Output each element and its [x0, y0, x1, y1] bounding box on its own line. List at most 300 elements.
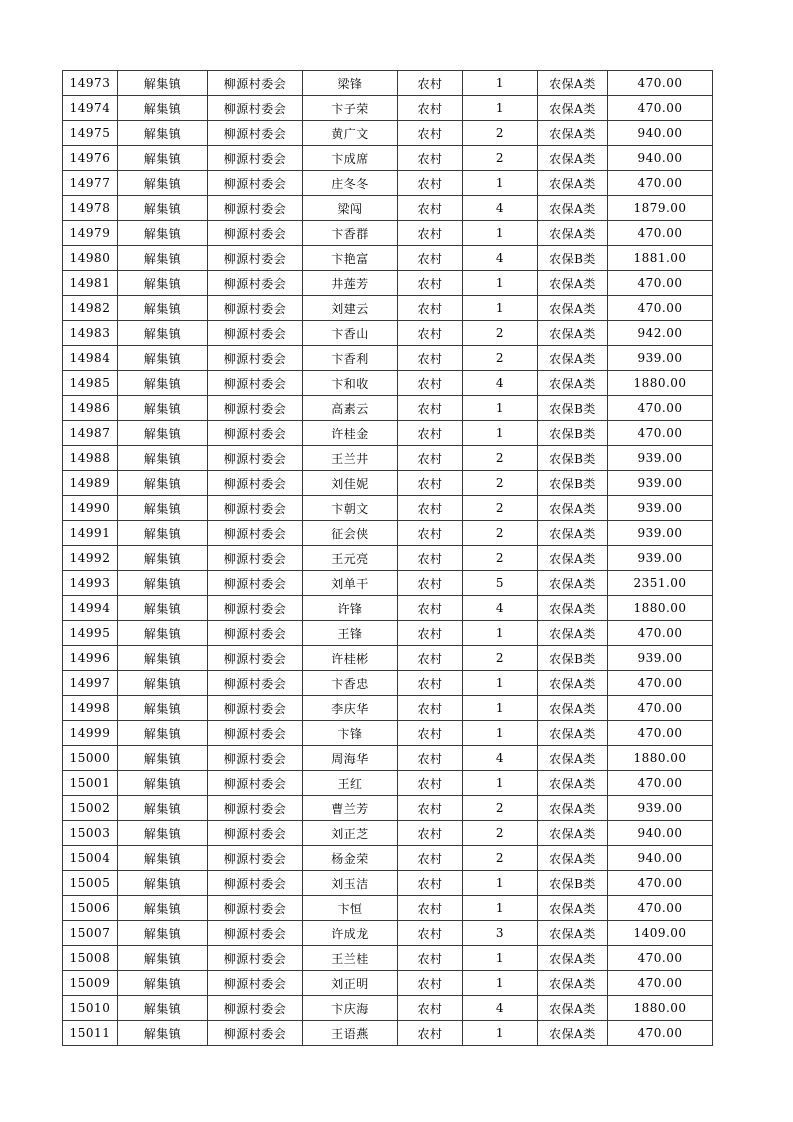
cell-town: 解集镇 [118, 996, 208, 1021]
cell-amount: 470.00 [608, 271, 713, 296]
cell-serial-number: 14983 [63, 321, 118, 346]
table-row [63, 721, 713, 746]
table-row [63, 771, 713, 796]
cell-person-name: 周海华 [303, 746, 398, 771]
cell-town: 解集镇 [118, 221, 208, 246]
table-row [63, 596, 713, 621]
table-row [63, 296, 713, 321]
cell-village-committee: 柳源村委会 [208, 696, 303, 721]
cell-village-committee: 柳源村委会 [208, 446, 303, 471]
cell-person-name: 高素云 [303, 396, 398, 421]
cell-insurance-category: 农保A类 [538, 196, 608, 221]
cell-amount: 470.00 [608, 421, 713, 446]
cell-town: 解集镇 [118, 946, 208, 971]
cell-amount: 1880.00 [608, 996, 713, 1021]
cell-residence-type: 农村 [398, 371, 463, 396]
benefits-table [62, 70, 713, 1046]
cell-person-count: 1 [463, 946, 538, 971]
cell-village-committee: 柳源村委会 [208, 421, 303, 446]
cell-residence-type: 农村 [398, 921, 463, 946]
cell-town: 解集镇 [118, 746, 208, 771]
cell-village-committee: 柳源村委会 [208, 596, 303, 621]
table-row [63, 846, 713, 871]
cell-serial-number: 14999 [63, 721, 118, 746]
cell-insurance-category: 农保A类 [538, 721, 608, 746]
cell-town: 解集镇 [118, 521, 208, 546]
cell-town: 解集镇 [118, 621, 208, 646]
cell-insurance-category: 农保A类 [538, 621, 608, 646]
cell-residence-type: 农村 [398, 546, 463, 571]
cell-serial-number: 14973 [63, 71, 118, 96]
cell-insurance-category: 农保B类 [538, 471, 608, 496]
cell-village-committee: 柳源村委会 [208, 496, 303, 521]
table-row [63, 396, 713, 421]
cell-person-name: 卞香忠 [303, 671, 398, 696]
cell-town: 解集镇 [118, 1021, 208, 1046]
cell-person-count: 1 [463, 1021, 538, 1046]
cell-village-committee: 柳源村委会 [208, 896, 303, 921]
cell-serial-number: 14994 [63, 596, 118, 621]
cell-amount: 470.00 [608, 771, 713, 796]
cell-residence-type: 农村 [398, 71, 463, 96]
cell-person-count: 2 [463, 121, 538, 146]
cell-amount: 470.00 [608, 221, 713, 246]
table-row [63, 896, 713, 921]
cell-person-count: 2 [463, 146, 538, 171]
cell-residence-type: 农村 [398, 871, 463, 896]
cell-person-count: 4 [463, 371, 538, 396]
table-row [63, 71, 713, 96]
table-row [63, 171, 713, 196]
cell-residence-type: 农村 [398, 671, 463, 696]
cell-town: 解集镇 [118, 96, 208, 121]
cell-amount: 470.00 [608, 396, 713, 421]
cell-insurance-category: 农保A类 [538, 321, 608, 346]
cell-insurance-category: 农保A类 [538, 671, 608, 696]
cell-person-name: 卞子荣 [303, 96, 398, 121]
cell-insurance-category: 农保B类 [538, 421, 608, 446]
cell-residence-type: 农村 [398, 471, 463, 496]
cell-village-committee: 柳源村委会 [208, 71, 303, 96]
cell-village-committee: 柳源村委会 [208, 546, 303, 571]
table-row [63, 221, 713, 246]
cell-town: 解集镇 [118, 721, 208, 746]
cell-insurance-category: 农保A类 [538, 96, 608, 121]
cell-person-count: 4 [463, 246, 538, 271]
cell-residence-type: 农村 [398, 121, 463, 146]
table-row [63, 796, 713, 821]
cell-amount: 470.00 [608, 871, 713, 896]
cell-village-committee: 柳源村委会 [208, 196, 303, 221]
cell-town: 解集镇 [118, 696, 208, 721]
cell-village-committee: 柳源村委会 [208, 996, 303, 1021]
cell-village-committee: 柳源村委会 [208, 221, 303, 246]
cell-village-committee: 柳源村委会 [208, 321, 303, 346]
cell-village-committee: 柳源村委会 [208, 946, 303, 971]
cell-town: 解集镇 [118, 921, 208, 946]
cell-person-name: 王兰井 [303, 446, 398, 471]
table-row [63, 996, 713, 1021]
cell-serial-number: 15001 [63, 771, 118, 796]
cell-person-name: 卞香群 [303, 221, 398, 246]
table-row [63, 96, 713, 121]
cell-person-count: 2 [463, 546, 538, 571]
cell-person-count: 2 [463, 846, 538, 871]
cell-person-count: 1 [463, 671, 538, 696]
cell-serial-number: 14995 [63, 621, 118, 646]
table-row [63, 671, 713, 696]
cell-amount: 1880.00 [608, 746, 713, 771]
cell-amount: 940.00 [608, 846, 713, 871]
cell-insurance-category: 农保A类 [538, 596, 608, 621]
cell-amount: 470.00 [608, 1021, 713, 1046]
cell-insurance-category: 农保A类 [538, 696, 608, 721]
table-row [63, 121, 713, 146]
cell-serial-number: 14979 [63, 221, 118, 246]
cell-serial-number: 14980 [63, 246, 118, 271]
cell-amount: 940.00 [608, 146, 713, 171]
cell-amount: 939.00 [608, 446, 713, 471]
cell-amount: 939.00 [608, 646, 713, 671]
cell-insurance-category: 农保A类 [538, 996, 608, 1021]
cell-town: 解集镇 [118, 121, 208, 146]
cell-insurance-category: 农保A类 [538, 346, 608, 371]
cell-residence-type: 农村 [398, 221, 463, 246]
table-row [63, 246, 713, 271]
cell-town: 解集镇 [118, 396, 208, 421]
cell-person-name: 王锋 [303, 621, 398, 646]
cell-person-name: 刘佳妮 [303, 471, 398, 496]
cell-person-count: 1 [463, 171, 538, 196]
table-row [63, 821, 713, 846]
cell-person-count: 2 [463, 646, 538, 671]
cell-amount: 470.00 [608, 896, 713, 921]
cell-insurance-category: 农保A类 [538, 846, 608, 871]
cell-serial-number: 15000 [63, 746, 118, 771]
cell-insurance-category: 农保B类 [538, 246, 608, 271]
cell-amount: 939.00 [608, 496, 713, 521]
cell-residence-type: 农村 [398, 696, 463, 721]
cell-person-name: 王兰桂 [303, 946, 398, 971]
cell-amount: 470.00 [608, 296, 713, 321]
table-row [63, 946, 713, 971]
cell-person-count: 1 [463, 271, 538, 296]
cell-residence-type: 农村 [398, 746, 463, 771]
cell-residence-type: 农村 [398, 896, 463, 921]
table-row [63, 921, 713, 946]
cell-town: 解集镇 [118, 71, 208, 96]
cell-serial-number: 14988 [63, 446, 118, 471]
cell-person-name: 刘建云 [303, 296, 398, 321]
cell-insurance-category: 农保A类 [538, 121, 608, 146]
cell-person-count: 1 [463, 871, 538, 896]
cell-town: 解集镇 [118, 146, 208, 171]
cell-serial-number: 15003 [63, 821, 118, 846]
cell-residence-type: 农村 [398, 396, 463, 421]
cell-person-name: 卞香利 [303, 346, 398, 371]
cell-person-count: 1 [463, 296, 538, 321]
cell-person-name: 卞香山 [303, 321, 398, 346]
cell-serial-number: 14992 [63, 546, 118, 571]
cell-residence-type: 农村 [398, 446, 463, 471]
cell-serial-number: 14997 [63, 671, 118, 696]
cell-residence-type: 农村 [398, 996, 463, 1021]
table-row [63, 271, 713, 296]
cell-person-name: 许成龙 [303, 921, 398, 946]
cell-town: 解集镇 [118, 246, 208, 271]
cell-person-count: 4 [463, 996, 538, 1021]
cell-village-committee: 柳源村委会 [208, 271, 303, 296]
cell-residence-type: 农村 [398, 646, 463, 671]
table-row [63, 196, 713, 221]
cell-town: 解集镇 [118, 496, 208, 521]
table-row [63, 746, 713, 771]
cell-town: 解集镇 [118, 421, 208, 446]
table-row [63, 496, 713, 521]
cell-serial-number: 14982 [63, 296, 118, 321]
cell-serial-number: 14993 [63, 571, 118, 596]
table-row [63, 871, 713, 896]
cell-village-committee: 柳源村委会 [208, 796, 303, 821]
cell-residence-type: 农村 [398, 1021, 463, 1046]
cell-residence-type: 农村 [398, 571, 463, 596]
cell-insurance-category: 农保A类 [538, 146, 608, 171]
cell-insurance-category: 农保A类 [538, 546, 608, 571]
cell-residence-type: 农村 [398, 846, 463, 871]
cell-town: 解集镇 [118, 646, 208, 671]
cell-residence-type: 农村 [398, 296, 463, 321]
cell-serial-number: 14978 [63, 196, 118, 221]
cell-residence-type: 农村 [398, 246, 463, 271]
cell-person-name: 刘玉洁 [303, 871, 398, 896]
cell-insurance-category: 农保A类 [538, 71, 608, 96]
cell-serial-number: 15010 [63, 996, 118, 1021]
cell-residence-type: 农村 [398, 146, 463, 171]
cell-person-name: 许锋 [303, 596, 398, 621]
cell-insurance-category: 农保A类 [538, 971, 608, 996]
cell-amount: 1409.00 [608, 921, 713, 946]
cell-town: 解集镇 [118, 196, 208, 221]
cell-village-committee: 柳源村委会 [208, 371, 303, 396]
cell-person-name: 刘正明 [303, 971, 398, 996]
cell-village-committee: 柳源村委会 [208, 621, 303, 646]
cell-village-committee: 柳源村委会 [208, 396, 303, 421]
cell-person-name: 卞庆海 [303, 996, 398, 1021]
cell-village-committee: 柳源村委会 [208, 571, 303, 596]
cell-village-committee: 柳源村委会 [208, 971, 303, 996]
cell-insurance-category: 农保A类 [538, 746, 608, 771]
cell-serial-number: 14981 [63, 271, 118, 296]
cell-person-count: 2 [463, 821, 538, 846]
cell-person-name: 许桂金 [303, 421, 398, 446]
cell-serial-number: 15002 [63, 796, 118, 821]
cell-person-name: 王元亮 [303, 546, 398, 571]
table-row [63, 421, 713, 446]
cell-person-name: 杨金荣 [303, 846, 398, 871]
cell-person-count: 1 [463, 696, 538, 721]
cell-person-count: 1 [463, 396, 538, 421]
cell-insurance-category: 农保A类 [538, 771, 608, 796]
cell-village-committee: 柳源村委会 [208, 671, 303, 696]
cell-village-committee: 柳源村委会 [208, 171, 303, 196]
cell-village-committee: 柳源村委会 [208, 146, 303, 171]
cell-insurance-category: 农保A类 [538, 1021, 608, 1046]
cell-serial-number: 15011 [63, 1021, 118, 1046]
cell-amount: 470.00 [608, 671, 713, 696]
cell-residence-type: 农村 [398, 271, 463, 296]
cell-serial-number: 14977 [63, 171, 118, 196]
cell-person-name: 王红 [303, 771, 398, 796]
cell-amount: 939.00 [608, 796, 713, 821]
cell-person-count: 1 [463, 71, 538, 96]
table-row [63, 321, 713, 346]
cell-person-count: 2 [463, 796, 538, 821]
cell-person-count: 2 [463, 346, 538, 371]
benefits-table-body [63, 71, 713, 1046]
cell-person-count: 4 [463, 196, 538, 221]
cell-insurance-category: 农保A类 [538, 896, 608, 921]
cell-serial-number: 14976 [63, 146, 118, 171]
cell-person-count: 1 [463, 621, 538, 646]
cell-residence-type: 农村 [398, 796, 463, 821]
cell-residence-type: 农村 [398, 171, 463, 196]
cell-town: 解集镇 [118, 796, 208, 821]
cell-town: 解集镇 [118, 446, 208, 471]
cell-residence-type: 农村 [398, 821, 463, 846]
cell-amount: 1880.00 [608, 596, 713, 621]
cell-person-count: 2 [463, 521, 538, 546]
cell-village-committee: 柳源村委会 [208, 821, 303, 846]
cell-person-name: 征会侠 [303, 521, 398, 546]
table-row [63, 646, 713, 671]
cell-person-count: 3 [463, 921, 538, 946]
cell-village-committee: 柳源村委会 [208, 246, 303, 271]
cell-serial-number: 14984 [63, 346, 118, 371]
cell-insurance-category: 农保A类 [538, 271, 608, 296]
cell-village-committee: 柳源村委会 [208, 846, 303, 871]
cell-amount: 470.00 [608, 971, 713, 996]
cell-insurance-category: 农保A类 [538, 496, 608, 521]
cell-amount: 1880.00 [608, 371, 713, 396]
cell-serial-number: 14975 [63, 121, 118, 146]
cell-town: 解集镇 [118, 896, 208, 921]
cell-person-name: 井莲芳 [303, 271, 398, 296]
cell-residence-type: 农村 [398, 196, 463, 221]
table-row [63, 571, 713, 596]
cell-person-count: 1 [463, 96, 538, 121]
cell-amount: 470.00 [608, 171, 713, 196]
table-row [63, 971, 713, 996]
cell-village-committee: 柳源村委会 [208, 1021, 303, 1046]
cell-serial-number: 15007 [63, 921, 118, 946]
cell-person-count: 1 [463, 221, 538, 246]
cell-insurance-category: 农保A类 [538, 296, 608, 321]
cell-amount: 939.00 [608, 346, 713, 371]
cell-person-name: 梁闯 [303, 196, 398, 221]
cell-amount: 470.00 [608, 71, 713, 96]
cell-village-committee: 柳源村委会 [208, 771, 303, 796]
cell-residence-type: 农村 [398, 771, 463, 796]
cell-town: 解集镇 [118, 346, 208, 371]
cell-insurance-category: 农保B类 [538, 446, 608, 471]
cell-person-count: 5 [463, 571, 538, 596]
cell-amount: 942.00 [608, 321, 713, 346]
cell-person-name: 卞艳富 [303, 246, 398, 271]
cell-residence-type: 农村 [398, 721, 463, 746]
cell-person-count: 2 [463, 446, 538, 471]
table-row [63, 346, 713, 371]
cell-town: 解集镇 [118, 571, 208, 596]
cell-village-committee: 柳源村委会 [208, 646, 303, 671]
cell-person-name: 卞成席 [303, 146, 398, 171]
cell-village-committee: 柳源村委会 [208, 296, 303, 321]
cell-amount: 1881.00 [608, 246, 713, 271]
cell-town: 解集镇 [118, 321, 208, 346]
cell-serial-number: 14990 [63, 496, 118, 521]
cell-serial-number: 14985 [63, 371, 118, 396]
cell-town: 解集镇 [118, 371, 208, 396]
cell-residence-type: 农村 [398, 946, 463, 971]
cell-serial-number: 15008 [63, 946, 118, 971]
cell-amount: 470.00 [608, 946, 713, 971]
cell-town: 解集镇 [118, 171, 208, 196]
cell-person-count: 1 [463, 771, 538, 796]
cell-amount: 1879.00 [608, 196, 713, 221]
cell-town: 解集镇 [118, 671, 208, 696]
cell-person-name: 刘正芝 [303, 821, 398, 846]
cell-amount: 940.00 [608, 821, 713, 846]
table-row [63, 521, 713, 546]
cell-village-committee: 柳源村委会 [208, 471, 303, 496]
cell-amount: 939.00 [608, 546, 713, 571]
cell-person-name: 曹兰芳 [303, 796, 398, 821]
cell-person-count: 1 [463, 421, 538, 446]
cell-town: 解集镇 [118, 296, 208, 321]
cell-amount: 470.00 [608, 96, 713, 121]
cell-town: 解集镇 [118, 871, 208, 896]
cell-person-name: 卞锋 [303, 721, 398, 746]
cell-village-committee: 柳源村委会 [208, 346, 303, 371]
cell-village-committee: 柳源村委会 [208, 746, 303, 771]
cell-insurance-category: 农保A类 [538, 371, 608, 396]
table-row [63, 696, 713, 721]
cell-insurance-category: 农保B类 [538, 871, 608, 896]
cell-insurance-category: 农保A类 [538, 796, 608, 821]
cell-insurance-category: 农保A类 [538, 946, 608, 971]
cell-residence-type: 农村 [398, 496, 463, 521]
cell-village-committee: 柳源村委会 [208, 121, 303, 146]
table-row [63, 471, 713, 496]
cell-person-count: 4 [463, 746, 538, 771]
table-row [63, 371, 713, 396]
cell-serial-number: 15004 [63, 846, 118, 871]
cell-person-name: 卞恒 [303, 896, 398, 921]
cell-amount: 2351.00 [608, 571, 713, 596]
cell-town: 解集镇 [118, 596, 208, 621]
cell-insurance-category: 农保A类 [538, 921, 608, 946]
cell-serial-number: 14998 [63, 696, 118, 721]
cell-insurance-category: 农保A类 [538, 221, 608, 246]
cell-person-count: 2 [463, 471, 538, 496]
cell-person-name: 梁锋 [303, 71, 398, 96]
cell-residence-type: 农村 [398, 621, 463, 646]
cell-amount: 939.00 [608, 521, 713, 546]
cell-insurance-category: 农保B类 [538, 646, 608, 671]
table-row [63, 146, 713, 171]
cell-person-count: 1 [463, 721, 538, 746]
cell-village-committee: 柳源村委会 [208, 721, 303, 746]
cell-residence-type: 农村 [398, 346, 463, 371]
